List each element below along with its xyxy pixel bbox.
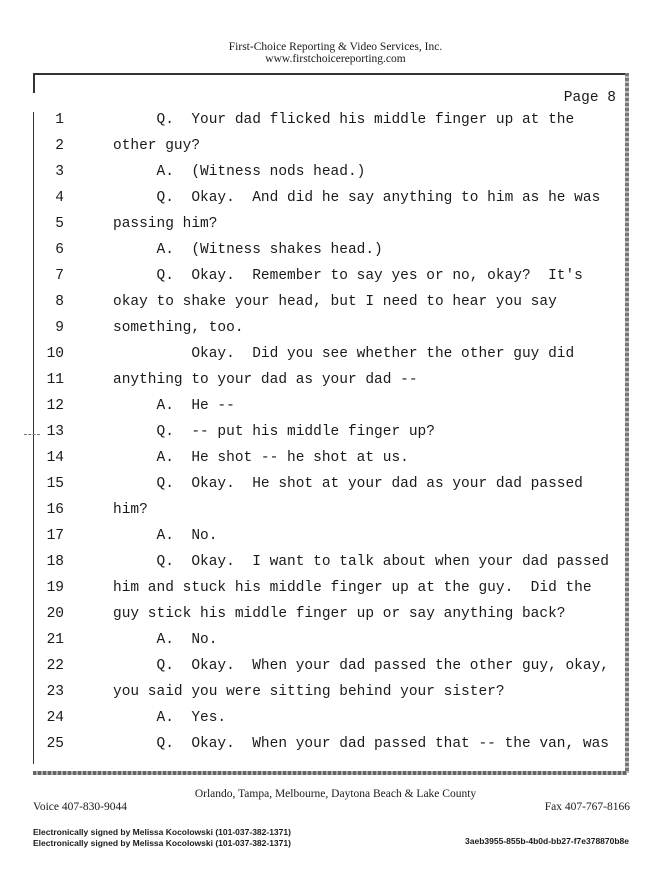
transcript-line <box>0 398 620 424</box>
line-text: something, too. <box>113 320 244 336</box>
footer-voice-phone: Voice 407-830-9044 <box>33 801 128 813</box>
line-text: A. Yes. <box>113 710 227 726</box>
transcript-line <box>0 242 620 268</box>
transcript-line <box>0 268 620 294</box>
transcript-line <box>0 736 620 762</box>
page-frame-bottom-border <box>33 771 627 775</box>
page-number: Page 8 <box>563 90 616 106</box>
transcript-line <box>0 112 620 138</box>
line-text: Q. Okay. He shot at your dad as your dad passed <box>113 476 583 492</box>
document-hash: 3aeb3955-855b-4b0d-bb27-f7e378870b8e <box>465 836 629 846</box>
transcript-line <box>0 606 620 632</box>
transcript-line <box>0 554 620 580</box>
transcript-line <box>0 372 620 398</box>
transcript-line <box>0 164 620 190</box>
line-number: 9 <box>55 320 64 336</box>
transcript-line <box>0 190 620 216</box>
line-text: you said you were sitting behind your sister? <box>113 684 505 700</box>
line-number: 10 <box>46 346 64 362</box>
line-number: 7 <box>55 268 64 284</box>
transcript-line <box>0 424 620 450</box>
transcript-line <box>0 502 620 528</box>
line-number: 5 <box>55 216 64 232</box>
transcript-line <box>0 710 620 736</box>
line-number: 18 <box>46 554 64 570</box>
line-number: 11 <box>46 372 64 388</box>
line-text: A. He -- <box>113 398 235 414</box>
transcript-line <box>0 450 620 476</box>
line-number: 3 <box>55 164 64 180</box>
transcript-line <box>0 346 620 372</box>
line-number: 8 <box>55 294 64 310</box>
line-text: Q. Okay. When your dad passed the other guy, okay, <box>113 658 609 674</box>
line-text: Q. Okay. I want to talk about when your dad passed <box>113 554 609 570</box>
line-text: Q. Okay. When your dad passed that -- the van, was <box>113 736 609 752</box>
line-text: Okay. Did you see whether the other guy did <box>113 346 575 362</box>
transcript-line <box>0 580 620 606</box>
line-text: A. He shot -- he shot at us. <box>113 450 409 466</box>
line-text: Q. -- put his middle finger up? <box>113 424 435 440</box>
line-number: 12 <box>46 398 64 414</box>
line-text: A. (Witness nods head.) <box>113 164 366 180</box>
line-number: 23 <box>46 684 64 700</box>
transcript-line <box>0 658 620 684</box>
footer-fax-number: Fax 407-767-8166 <box>544 801 630 813</box>
line-text: him? <box>113 502 148 518</box>
page-frame-right-border <box>625 73 629 773</box>
line-text: passing him? <box>113 216 218 232</box>
line-number: 25 <box>46 736 64 752</box>
line-text: A. No. <box>113 528 218 544</box>
footer-locations: Orlando, Tampa, Melbourne, Daytona Beach & Lake County <box>194 788 477 800</box>
transcript-line <box>0 632 620 658</box>
line-number: 17 <box>46 528 64 544</box>
line-number: 19 <box>46 580 64 596</box>
line-text: A. (Witness shakes head.) <box>113 242 383 258</box>
transcript-line <box>0 138 620 164</box>
transcript-line <box>0 476 620 502</box>
electronic-signature-line: Electronically signed by Melissa Kocolowski (101-037-382-1371) <box>33 838 291 848</box>
line-number: 13 <box>46 424 64 440</box>
line-number: 16 <box>46 502 64 518</box>
transcript-line <box>0 294 620 320</box>
line-number: 1 <box>55 112 64 128</box>
line-text: him and stuck his middle finger up at the guy. Did the <box>113 580 592 596</box>
electronic-signature-line: Electronically signed by Melissa Kocolowski (101-037-382-1371) <box>33 827 291 837</box>
transcript-line <box>0 320 620 346</box>
transcript-line <box>0 528 620 554</box>
line-number: 14 <box>46 450 64 466</box>
line-text: other guy? <box>113 138 201 154</box>
line-number: 21 <box>46 632 64 648</box>
line-text: Q. Your dad flicked his middle finger up at the <box>113 112 575 128</box>
line-number: 2 <box>55 138 64 154</box>
line-number: 24 <box>46 710 64 726</box>
page-frame-left-tick <box>33 73 35 93</box>
line-number: 4 <box>55 190 64 206</box>
header-company: First-Choice Reporting & Video Services, Inc. <box>228 41 443 53</box>
line-text: guy stick his middle finger up or say anything back? <box>113 606 566 622</box>
line-number: 22 <box>46 658 64 674</box>
line-number: 20 <box>46 606 64 622</box>
transcript-line <box>0 684 620 710</box>
line-number: 15 <box>46 476 64 492</box>
line-text: okay to shake your head, but I need to hear you say <box>113 294 557 310</box>
line-text: A. No. <box>113 632 218 648</box>
header-website: www.firstchoicereporting.com <box>265 53 406 65</box>
transcript-line <box>0 216 620 242</box>
line-text: Q. Okay. And did he say anything to him as he was <box>113 190 601 206</box>
line-number: 6 <box>55 242 64 258</box>
line-text: anything to your dad as your dad -- <box>113 372 418 388</box>
line-text: Q. Okay. Remember to say yes or no, okay? It's <box>113 268 583 284</box>
page-frame-top-border <box>33 73 627 75</box>
